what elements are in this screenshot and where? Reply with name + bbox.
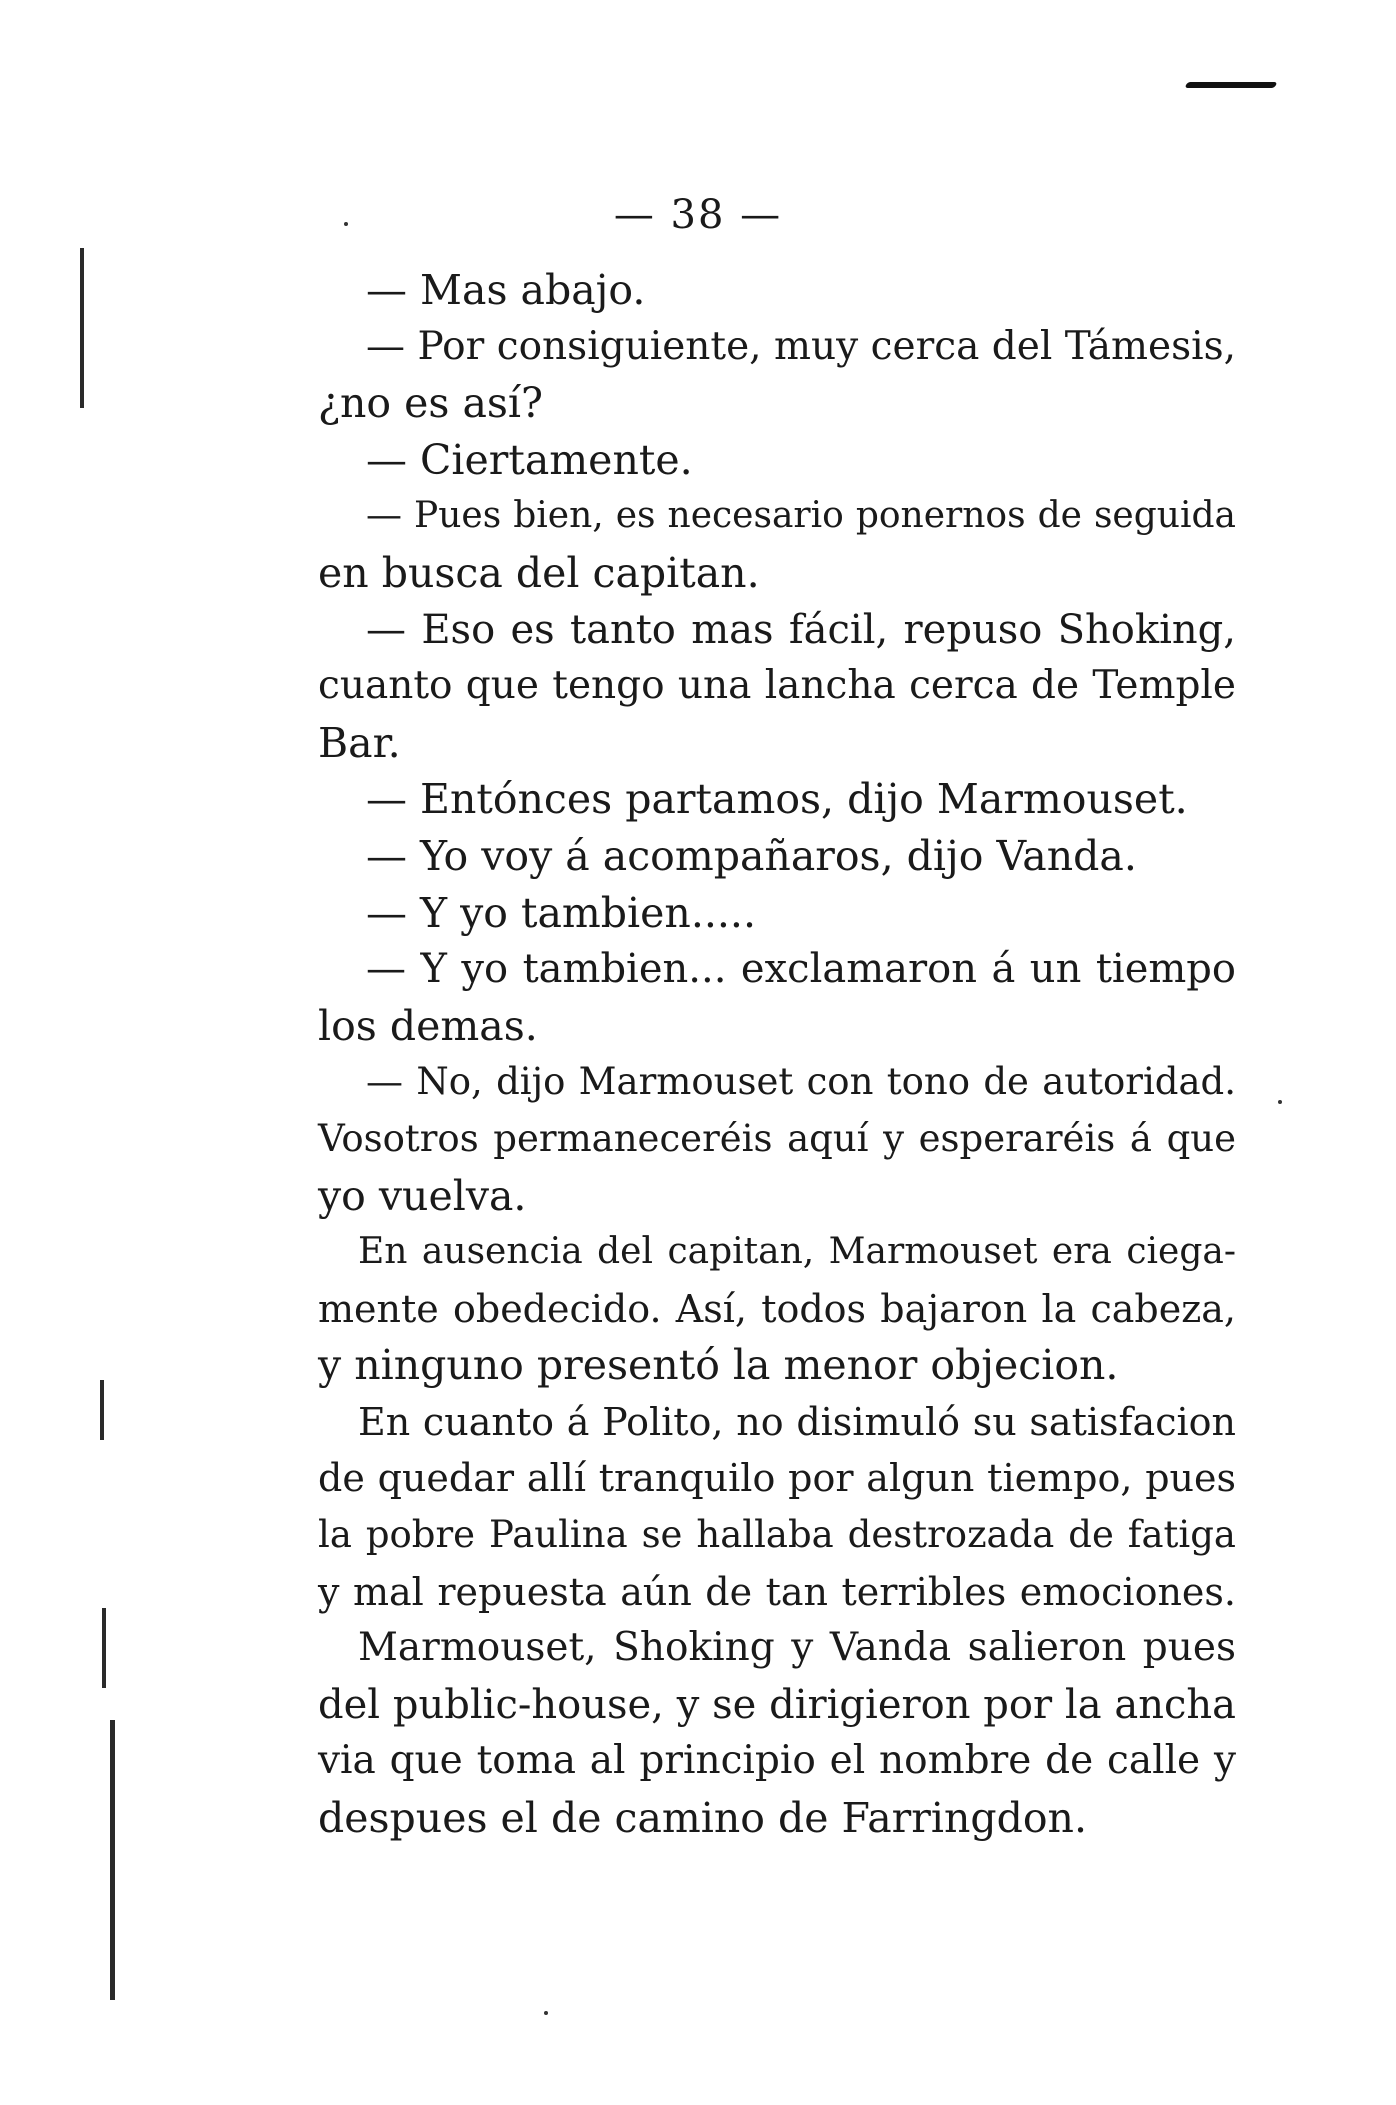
- body-text: [318, 262, 1236, 1847]
- text-line: mente obedecido. Así, todos bajaron la cabeza,: [318, 1286, 1236, 1331]
- text-line: y mal repuesta aún de tan terribles emociones.: [318, 1569, 1236, 1614]
- text-line: — Ciertamente.: [366, 435, 693, 484]
- text-line: — Yo voy á acompañaros, dijo Vanda.: [366, 831, 1137, 880]
- text-line: en busca del capitan.: [318, 548, 760, 597]
- text-line: — Y yo tambien.....: [366, 888, 757, 937]
- text-line: los demas.: [318, 1001, 538, 1050]
- ink-speck: [1278, 1100, 1282, 1104]
- text-line: — Eso es tanto mas fácil, repuso Shoking,: [366, 606, 1236, 653]
- binding-shadow-mark: [100, 1380, 104, 1440]
- text-line: ¿no es así?: [318, 379, 544, 428]
- scan-artifact-mark: [1185, 82, 1278, 88]
- text-line: — Mas abajo.: [366, 266, 646, 314]
- text-line: — No, dijo Marmouset con tono de autoridad.: [366, 1060, 1236, 1104]
- text-line: yo vuelva.: [318, 1171, 527, 1220]
- text-line: — Entónces partamos, dijo Marmouset.: [366, 775, 1188, 824]
- text-line: Vosotros permaneceréis aquí y esperaréis á que: [318, 1116, 1236, 1160]
- text-line: la pobre Paulina se hallaba destrozada de fatiga: [318, 1513, 1236, 1557]
- text-line: — Pues bien, es necesario ponernos de seguida: [366, 495, 1236, 537]
- binding-shadow-mark: [102, 1608, 106, 1688]
- text-line: cuanto que tengo una lancha cerca de Temple: [318, 663, 1236, 709]
- text-line: — Y yo tambien... exclamaron á un tiempo: [366, 946, 1236, 993]
- text-line: En cuanto á Polito, no disimuló su satisfacion: [358, 1399, 1236, 1444]
- text-line: despues el de camino de Farringdon.: [318, 1794, 1087, 1843]
- binding-shadow-mark: [80, 248, 84, 408]
- text-line: del public-house, y se dirigieron por la ancha: [318, 1681, 1236, 1728]
- text-line: — Por consiguiente, muy cerca del Támesis,: [366, 323, 1236, 369]
- binding-shadow-mark: [110, 1720, 115, 2000]
- ink-speck: [544, 2011, 548, 2015]
- text-line: Bar.: [318, 718, 401, 767]
- text-line: En ausencia del capitan, Marmouset era ciega-: [358, 1231, 1236, 1273]
- text-line: de quedar allí tranquilo por algun tiempo, pues: [318, 1456, 1236, 1501]
- text-line: Marmouset, Shoking y Vanda salieron pues: [358, 1625, 1236, 1671]
- text-line: y ninguno presentó la menor objecion.: [318, 1341, 1119, 1390]
- page-number: — 38 —: [613, 192, 783, 238]
- text-line: via que toma al principio el nombre de calle y: [318, 1738, 1236, 1784]
